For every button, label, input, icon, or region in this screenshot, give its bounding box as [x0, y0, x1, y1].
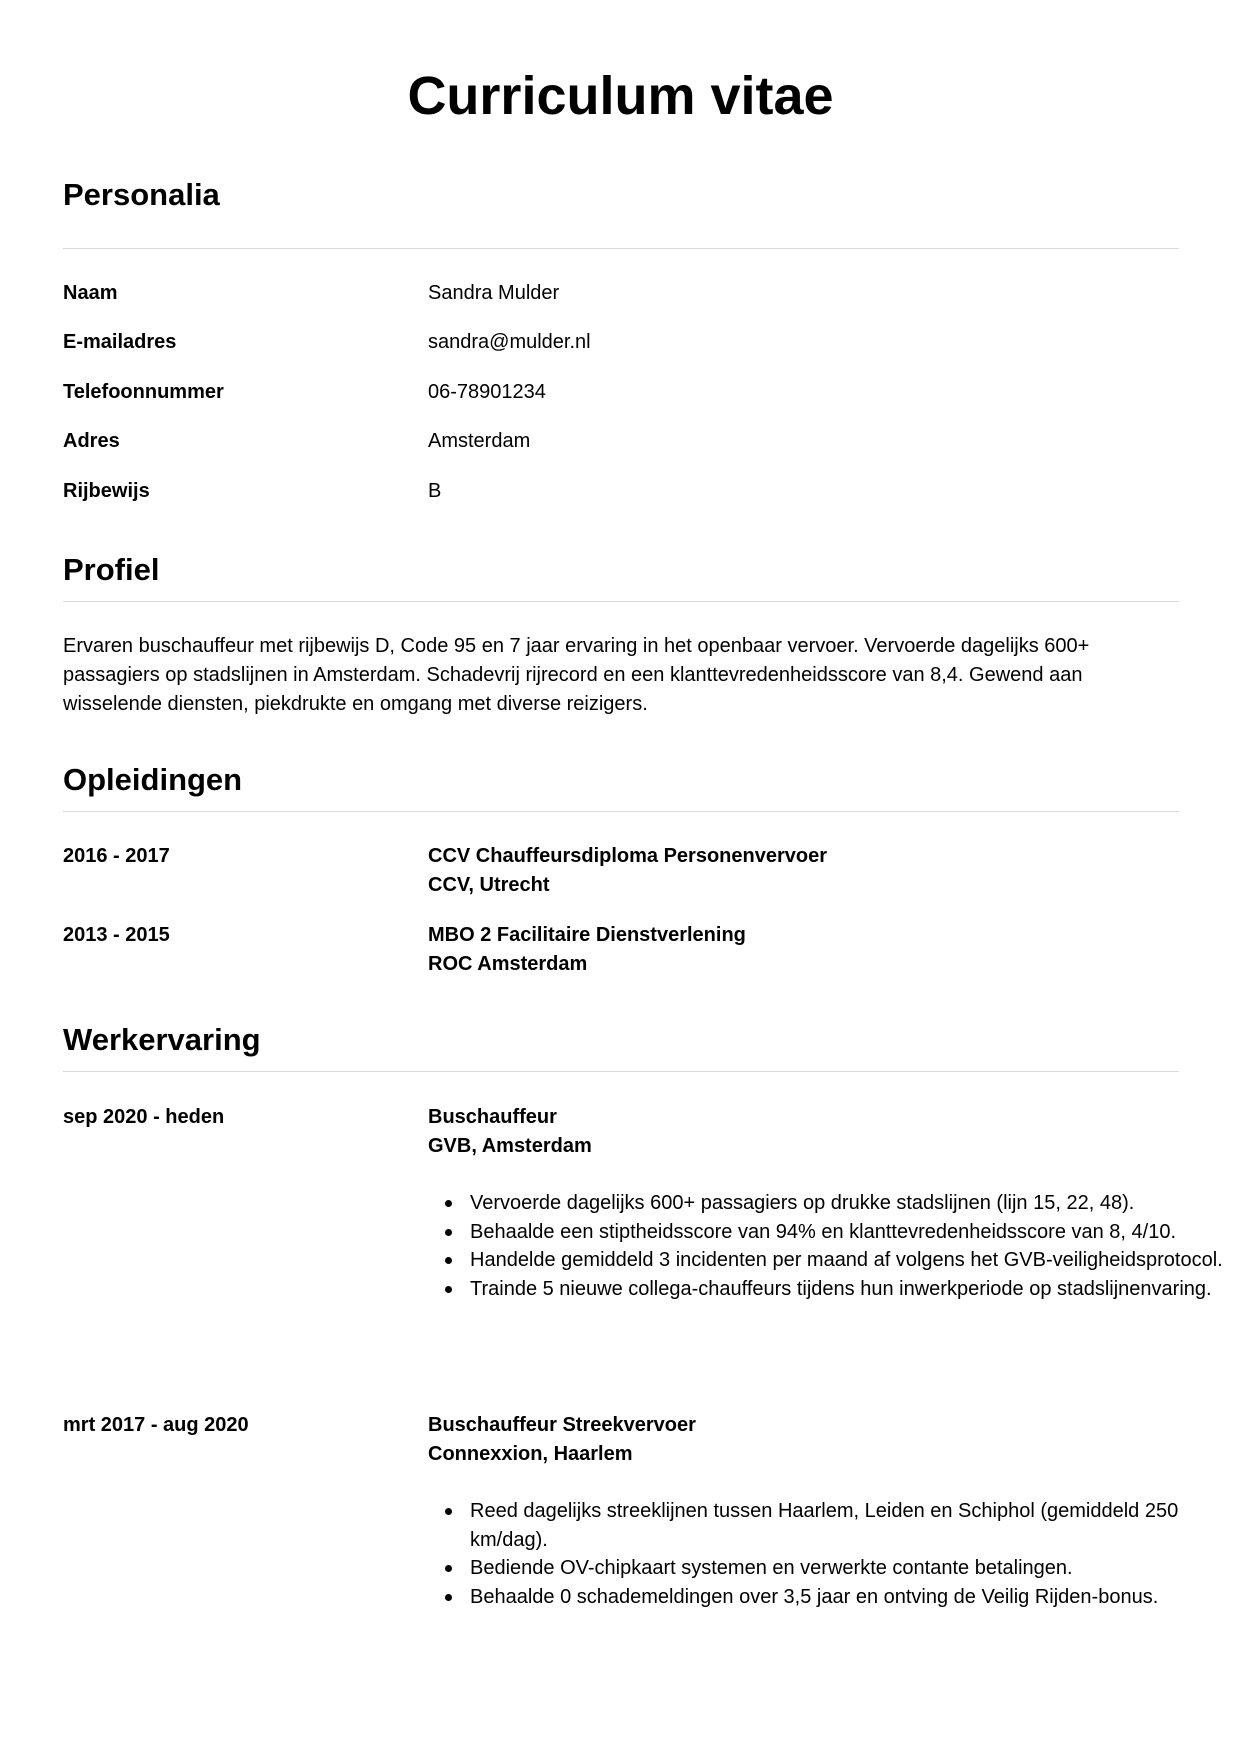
job-title: Buschauffeur	[428, 1106, 557, 1128]
section-divider	[63, 811, 1179, 812]
field-value-email: sandra@mulder.nl	[428, 331, 591, 353]
job-title: Buschauffeur Streekvervoer	[428, 1414, 696, 1436]
list-item: Behaalde een stiptheidsscore van 94% en klanttevredenheidsscore van 8, 4/10.	[470, 1218, 1225, 1247]
job-period: sep 2020 - heden	[63, 1106, 225, 1128]
field-value-rijbewijs: B	[428, 480, 442, 502]
field-value-adres: Amsterdam	[428, 430, 531, 452]
job-achievements-list	[428, 1189, 1225, 1303]
list-item: Handelde gemiddeld 3 incidenten per maand af volgens het GVB-veiligheidsprotocol.	[470, 1246, 1225, 1275]
document-title: Curriculum vitae	[407, 66, 834, 126]
education-period: 2013 - 2015	[63, 924, 170, 946]
education-period: 2016 - 2017	[63, 845, 170, 867]
education-title: CCV Chauffeursdiploma Personenvervoer	[428, 845, 827, 867]
field-label-naam: Naam	[63, 282, 118, 304]
education-title: MBO 2 Facilitaire Dienstverlening	[428, 924, 746, 946]
section-divider	[63, 1071, 1179, 1072]
list-item: Reed dagelijks streeklijnen tussen Haarlem, Leiden en Schiphol (gemiddeld 250 km/dag).	[470, 1497, 1225, 1554]
section-divider	[63, 248, 1179, 249]
section-divider	[63, 601, 1179, 602]
field-label-rijbewijs: Rijbewijs	[63, 480, 150, 502]
job-employer: GVB, Amsterdam	[428, 1135, 592, 1157]
list-item: Behaalde 0 schademeldingen over 3,5 jaar en ontving de Veilig Rijden-bonus.	[470, 1583, 1225, 1612]
job-period: mrt 2017 - aug 2020	[63, 1414, 249, 1436]
field-value-naam: Sandra Mulder	[428, 282, 560, 304]
job-achievements-list	[428, 1497, 1225, 1611]
field-label-adres: Adres	[63, 430, 120, 452]
field-value-telefoon: 06-78901234	[428, 381, 546, 403]
job-employer: Connexxion, Haarlem	[428, 1443, 633, 1465]
profile-text: Ervaren buschauffeur met rijbewijs D, Code 95 en 7 jaar ervaring in het openbaar vervoer. Vervoerde dagelijks 600+ passagiers op stadslijnen in Amsterdam. Schadevrij rijrecord en een klanttevredenheidsscore van 8,4. Gewend aan wisselende diensten, piekdrukte en omgang met diverse reizigers.	[63, 635, 1090, 715]
section-heading-personalia: Personalia	[63, 177, 220, 212]
list-item: Bediende OV-chipkaart systemen en verwerkte contante betalingen.	[470, 1554, 1225, 1583]
education-institution: CCV, Utrecht	[428, 874, 550, 896]
field-label-telefoon: Telefoonnummer	[63, 381, 224, 403]
section-heading-profiel: Profiel	[63, 552, 160, 587]
section-heading-werkervaring: Werkervaring	[63, 1022, 261, 1057]
list-item: Vervoerde dagelijks 600+ passagiers op drukke stadslijnen (lijn 15, 22, 48).	[470, 1189, 1225, 1218]
education-institution: ROC Amsterdam	[428, 953, 588, 975]
list-item: Trainde 5 nieuwe collega-chauffeurs tijdens hun inwerkperiode op stadslijnenvaring.	[470, 1275, 1225, 1304]
field-label-email: E-mailadres	[63, 331, 177, 353]
section-heading-opleidingen: Opleidingen	[63, 762, 243, 797]
